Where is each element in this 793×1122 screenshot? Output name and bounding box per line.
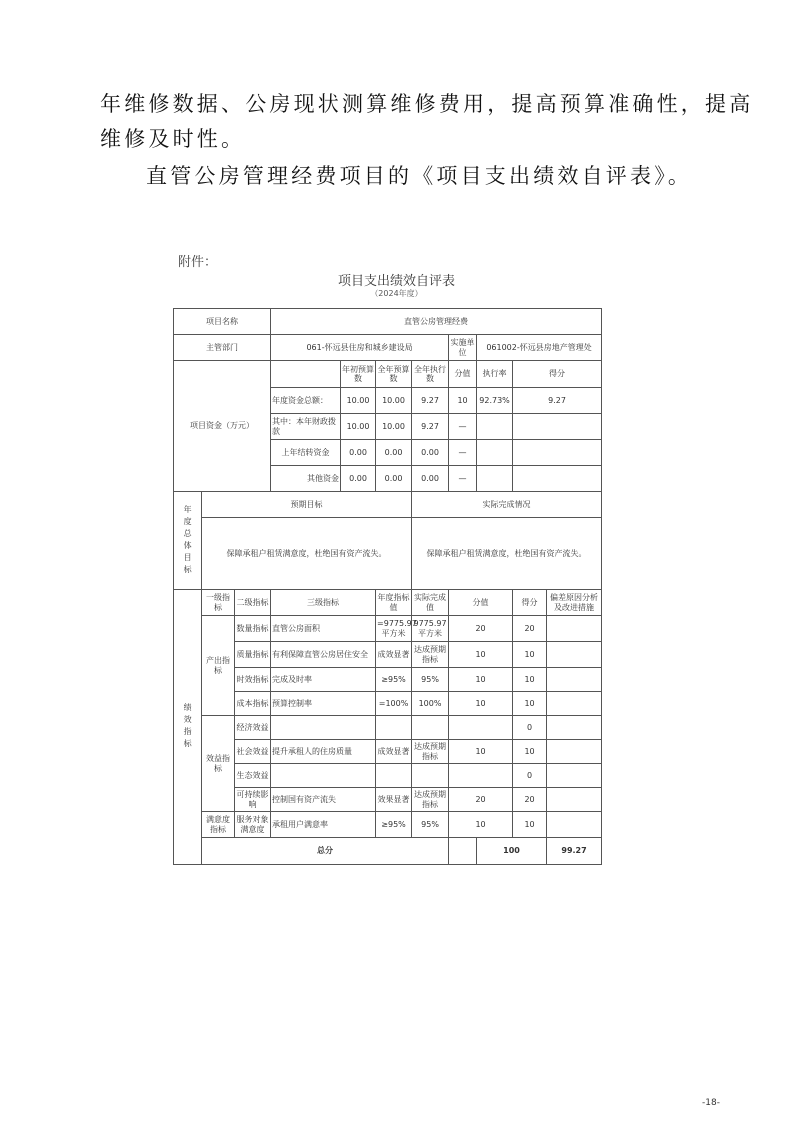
perf-note	[547, 642, 602, 668]
project-value: 直管公房管理经费	[271, 309, 602, 335]
unit-label: 实施单位	[449, 335, 477, 361]
total-label: 总分	[202, 838, 449, 865]
perf-target: ≥95%	[376, 812, 412, 838]
funds-cell: 92.73%	[477, 388, 513, 414]
funds-cell: 0.00	[376, 466, 412, 492]
perf-score: 10	[449, 812, 513, 838]
project-row	[174, 309, 602, 335]
perf-target: =9775.97平方米	[376, 616, 412, 642]
funds-cell	[477, 466, 513, 492]
perf-actual: 达成预期指标	[412, 788, 449, 812]
goals-row	[174, 518, 602, 590]
annex-label: 附件：	[178, 255, 218, 270]
total-blank	[449, 838, 477, 865]
funds-row-label: 上年结转资金	[271, 440, 341, 466]
perf-row	[174, 764, 602, 788]
funds-header: 执行率	[477, 361, 513, 388]
perf-target	[376, 716, 412, 740]
perf-l2: 时效指标	[235, 668, 271, 692]
perf-l2: 可持续影响	[235, 788, 271, 812]
perf-got: 0	[513, 764, 547, 788]
perf-target: =100%	[376, 692, 412, 716]
perf-l3: 直管公房面积	[271, 616, 376, 642]
perf-row	[174, 668, 602, 692]
perf-header-row	[174, 590, 602, 616]
funds-header: 全年预算数	[376, 361, 412, 388]
perf-header: 实际完成值	[412, 590, 449, 616]
funds-cell: —	[449, 440, 477, 466]
perf-note	[547, 764, 602, 788]
funds-cell: 0.00	[412, 466, 449, 492]
project-label: 项目名称	[174, 309, 271, 335]
perf-l2: 质量指标	[235, 642, 271, 668]
funds-cell	[513, 440, 602, 466]
perf-target: 成效显著	[376, 740, 412, 764]
funds-cell	[477, 440, 513, 466]
perf-actual: 95%	[412, 668, 449, 692]
funds-cell	[513, 466, 602, 492]
perf-l2: 经济效益	[235, 716, 271, 740]
perf-l3: 有利保障直管公房居住安全	[271, 642, 376, 668]
funds-cell: 0.00	[376, 440, 412, 466]
perf-got: 0	[513, 716, 547, 740]
perf-score	[449, 764, 513, 788]
perf-note	[547, 812, 602, 838]
funds-cell: 9.27	[412, 388, 449, 414]
perf-label: 绩效指标	[183, 703, 193, 751]
funds-row-label: 其中：本年财政拨款	[271, 414, 341, 440]
perf-actual: 9775.97平方米	[412, 616, 449, 642]
funds-cell	[513, 414, 602, 440]
body-text-line-3: 直管公房管理经费项目的《项目支出绩效自评表》。	[146, 164, 693, 188]
perf-row	[174, 716, 602, 740]
goals-label: 年度总体目标	[183, 504, 193, 577]
actual-goal: 保障承租户租赁满意度，杜绝国有资产流失。	[412, 518, 602, 590]
funds-header-blank	[271, 361, 341, 388]
funds-header: 年初预算数	[341, 361, 376, 388]
perf-l2: 成本指标	[235, 692, 271, 716]
funds-row-label: 年度资金总额：	[271, 388, 341, 414]
dept-row	[174, 335, 602, 361]
perf-header: 偏差原因分析及改进措施	[547, 590, 602, 616]
perf-got: 10	[513, 692, 547, 716]
perf-target: 效果显著	[376, 788, 412, 812]
perf-actual	[412, 764, 449, 788]
perf-l3: 承租用户满意率	[271, 812, 376, 838]
perf-note	[547, 692, 602, 716]
total-row	[174, 838, 602, 865]
funds-cell: —	[449, 414, 477, 440]
perf-score: 10	[449, 668, 513, 692]
funds-cell: 10.00	[376, 414, 412, 440]
perf-row	[174, 812, 602, 838]
self-evaluation-table	[173, 308, 602, 865]
perf-row	[174, 692, 602, 716]
body-text-line-2: 维修及时性。	[100, 127, 246, 151]
perf-got: 10	[513, 668, 547, 692]
perf-l3: 完成及时率	[271, 668, 376, 692]
expected-goal: 保障承租户租赁满意度，杜绝国有资产流失。	[202, 518, 412, 590]
table-title: 项目支出绩效自评表	[337, 274, 455, 289]
funds-cell: 10.00	[341, 414, 376, 440]
perf-row	[174, 616, 602, 642]
perf-l1: 满意度指标	[202, 812, 235, 838]
actual-goal-label: 实际完成情况	[412, 492, 602, 518]
funds-header-row	[174, 361, 602, 388]
perf-note	[547, 616, 602, 642]
perf-header: 一级指标	[202, 590, 235, 616]
funds-header: 全年执行数	[412, 361, 449, 388]
funds-header: 分值	[449, 361, 477, 388]
perf-actual: 95%	[412, 812, 449, 838]
perf-row	[174, 788, 602, 812]
perf-actual	[412, 716, 449, 740]
perf-target: ≥95%	[376, 668, 412, 692]
funds-cell: 0.00	[412, 440, 449, 466]
perf-score: 10	[449, 740, 513, 764]
goals-header-row	[174, 492, 602, 518]
funds-cell: 10.00	[376, 388, 412, 414]
funds-cell: 10.00	[341, 388, 376, 414]
funds-cell: —	[449, 466, 477, 492]
perf-row	[174, 642, 602, 668]
perf-got: 10	[513, 812, 547, 838]
perf-score: 20	[449, 788, 513, 812]
perf-l2: 社会效益	[235, 740, 271, 764]
perf-l3: 预算控制率	[271, 692, 376, 716]
perf-actual: 100%	[412, 692, 449, 716]
perf-target	[376, 764, 412, 788]
funds-cell	[477, 414, 513, 440]
funds-label: 项目资金（万元）	[174, 361, 271, 492]
perf-l3	[271, 716, 376, 740]
perf-score	[449, 716, 513, 740]
dept-value: 061-怀远县住房和城乡建设局	[271, 335, 449, 361]
funds-cell: 10	[449, 388, 477, 414]
expected-goal-label: 预期目标	[202, 492, 412, 518]
perf-target: 成效显著	[376, 642, 412, 668]
perf-got: 20	[513, 788, 547, 812]
perf-note	[547, 668, 602, 692]
perf-l1: 产出指标	[202, 616, 235, 716]
funds-cell: 0.00	[341, 440, 376, 466]
goals-label-cell	[174, 492, 202, 590]
table-year: （2024年度）	[370, 289, 423, 298]
perf-row	[174, 740, 602, 764]
perf-l1: 效益指标	[202, 716, 235, 812]
page-number: -18-	[702, 1098, 720, 1108]
perf-got: 10	[513, 642, 547, 668]
dept-label: 主管部门	[174, 335, 271, 361]
perf-actual: 达成预期指标	[412, 642, 449, 668]
funds-cell: 0.00	[341, 466, 376, 492]
perf-header: 分值	[449, 590, 513, 616]
funds-cell: 9.27	[513, 388, 602, 414]
perf-got: 20	[513, 616, 547, 642]
perf-score: 20	[449, 616, 513, 642]
perf-note	[547, 716, 602, 740]
perf-header: 三级指标	[271, 590, 376, 616]
perf-l2: 生态效益	[235, 764, 271, 788]
perf-l2: 服务对象满意度	[235, 812, 271, 838]
perf-actual: 达成预期指标	[412, 740, 449, 764]
perf-l3: 控制国有资产流失	[271, 788, 376, 812]
funds-row-label: 其他资金	[271, 466, 341, 492]
perf-header: 年度指标值	[376, 590, 412, 616]
perf-score: 10	[449, 692, 513, 716]
perf-l2: 数量指标	[235, 616, 271, 642]
perf-header: 二级指标	[235, 590, 271, 616]
perf-score: 10	[449, 642, 513, 668]
funds-header: 得分	[513, 361, 602, 388]
perf-l3	[271, 764, 376, 788]
perf-got: 10	[513, 740, 547, 764]
unit-value: 061002-怀远县房地产管理处	[477, 335, 602, 361]
body-text-line-1: 年维修数据、公房现状测算维修费用，提高预算准确性，提高	[100, 92, 754, 116]
perf-label-cell	[174, 590, 202, 865]
funds-cell: 9.27	[412, 414, 449, 440]
total-got: 99.27	[547, 838, 602, 865]
perf-note	[547, 740, 602, 764]
total-score: 100	[477, 838, 547, 865]
perf-header: 得分	[513, 590, 547, 616]
perf-note	[547, 788, 602, 812]
perf-l3: 提升承租人的住房质量	[271, 740, 376, 764]
